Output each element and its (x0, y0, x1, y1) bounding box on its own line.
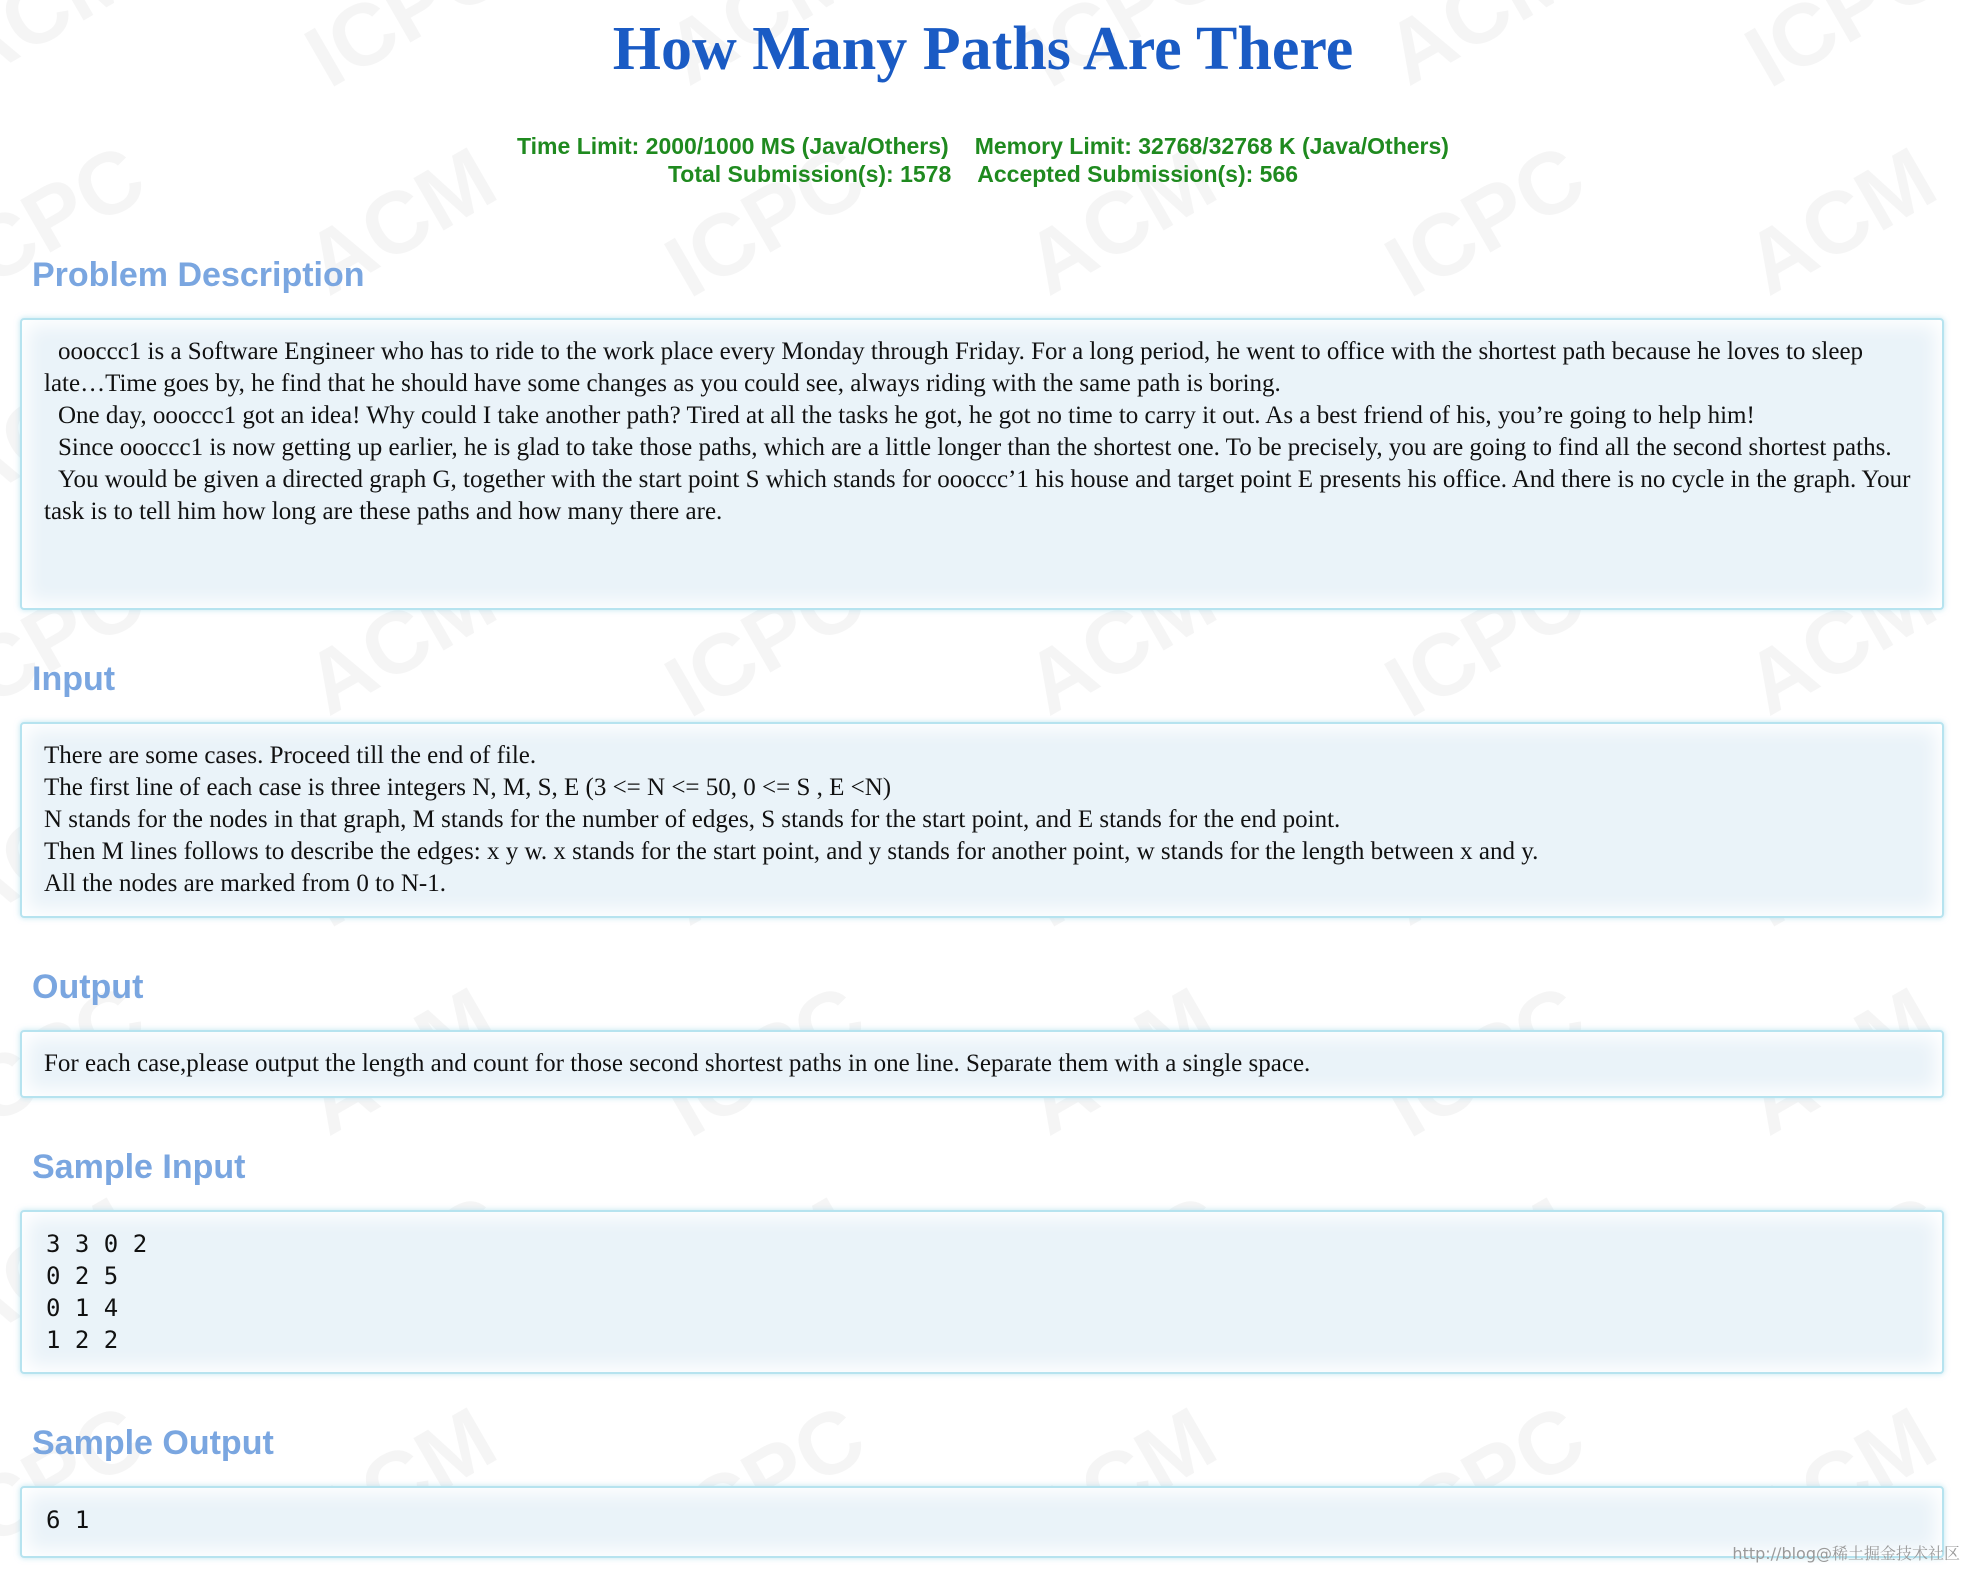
description-paragraph: You would be given a directed graph G, together with the start point S which stands for oooccc’1 his house and target point E presents his office. And there is no cycle in the graph. Your task is to tell him how long are these paths and how many there are. (44, 466, 1911, 525)
sample-input-heading: Sample Input (32, 1148, 246, 1186)
input-panel (20, 722, 1944, 918)
description-paragraph: oooccc1 is a Software Engineer who has to ride to the work place every Monday through Friday. For a long period, he went to office with the shortest path because he loves to sleep late…Time goes by, he find that he should have some changes as you could see, always riding with the same path is boring. (44, 338, 1864, 397)
description-paragraph: One day, oooccc1 got an idea! Why could I take another path? Tired at all the tasks he got, he got no time to carry it out. As a best friend of his, you’re going to help him! (58, 402, 1755, 429)
accepted-submissions: Accepted Submission(s): 566 (977, 161, 1299, 187)
time-limit: Time Limit: 2000/1000 MS (Java/Others) (517, 133, 949, 159)
output-heading: Output (32, 968, 144, 1006)
description-panel (20, 318, 1944, 610)
output-panel (20, 1030, 1944, 1098)
problem-limits (0, 132, 1966, 188)
input-line: There are some cases. Proceed till the end of file. (44, 742, 537, 769)
sample-input-panel (20, 1210, 1944, 1374)
input-line: Then M lines follows to describe the edges: x y w. x stands for the start point, and y stands for another point, w stands for the length between x and y. (44, 838, 1539, 865)
sample-output-line: 6 1 (46, 1506, 90, 1534)
total-submissions: Total Submission(s): 1578 (667, 161, 952, 187)
description-paragraph: Since oooccc1 is now getting up earlier, he is glad to take those paths, which are a little longer than the shortest one. To be precisely, you are going to find all the second shortest paths. (58, 434, 1892, 461)
sample-input-line: 0 2 5 (46, 1262, 119, 1290)
memory-limit: Memory Limit: 32768/32768 K (Java/Others) (974, 133, 1449, 159)
input-line: All the nodes are marked from 0 to N-1. (44, 870, 446, 897)
sample-output-panel (20, 1486, 1944, 1558)
input-line: N stands for the nodes in that graph, M stands for the number of edges, S stands for the start point, and E stands for the end point. (44, 806, 1341, 833)
input-heading: Input (32, 660, 116, 698)
problem-title: How Many Paths Are There (612, 15, 1354, 83)
output-text: For each case,please output the length and count for those second shortest paths in one line. Separate them with a single space. (44, 1050, 1311, 1077)
input-line: The first line of each case is three integers N, M, S, E (3 <= N <= 50, 0 <= S , E <N) (44, 774, 892, 801)
description-heading: Problem Description (32, 256, 365, 294)
sample-input-line: 3 3 0 2 (46, 1230, 148, 1258)
corner-watermark: http://blog@稀土掘金技术社区 (1732, 1544, 1960, 1563)
sample-input-line: 1 2 2 (46, 1326, 119, 1354)
sample-output-heading: Sample Output (32, 1424, 274, 1462)
sample-input-line: 0 1 4 (46, 1294, 119, 1322)
